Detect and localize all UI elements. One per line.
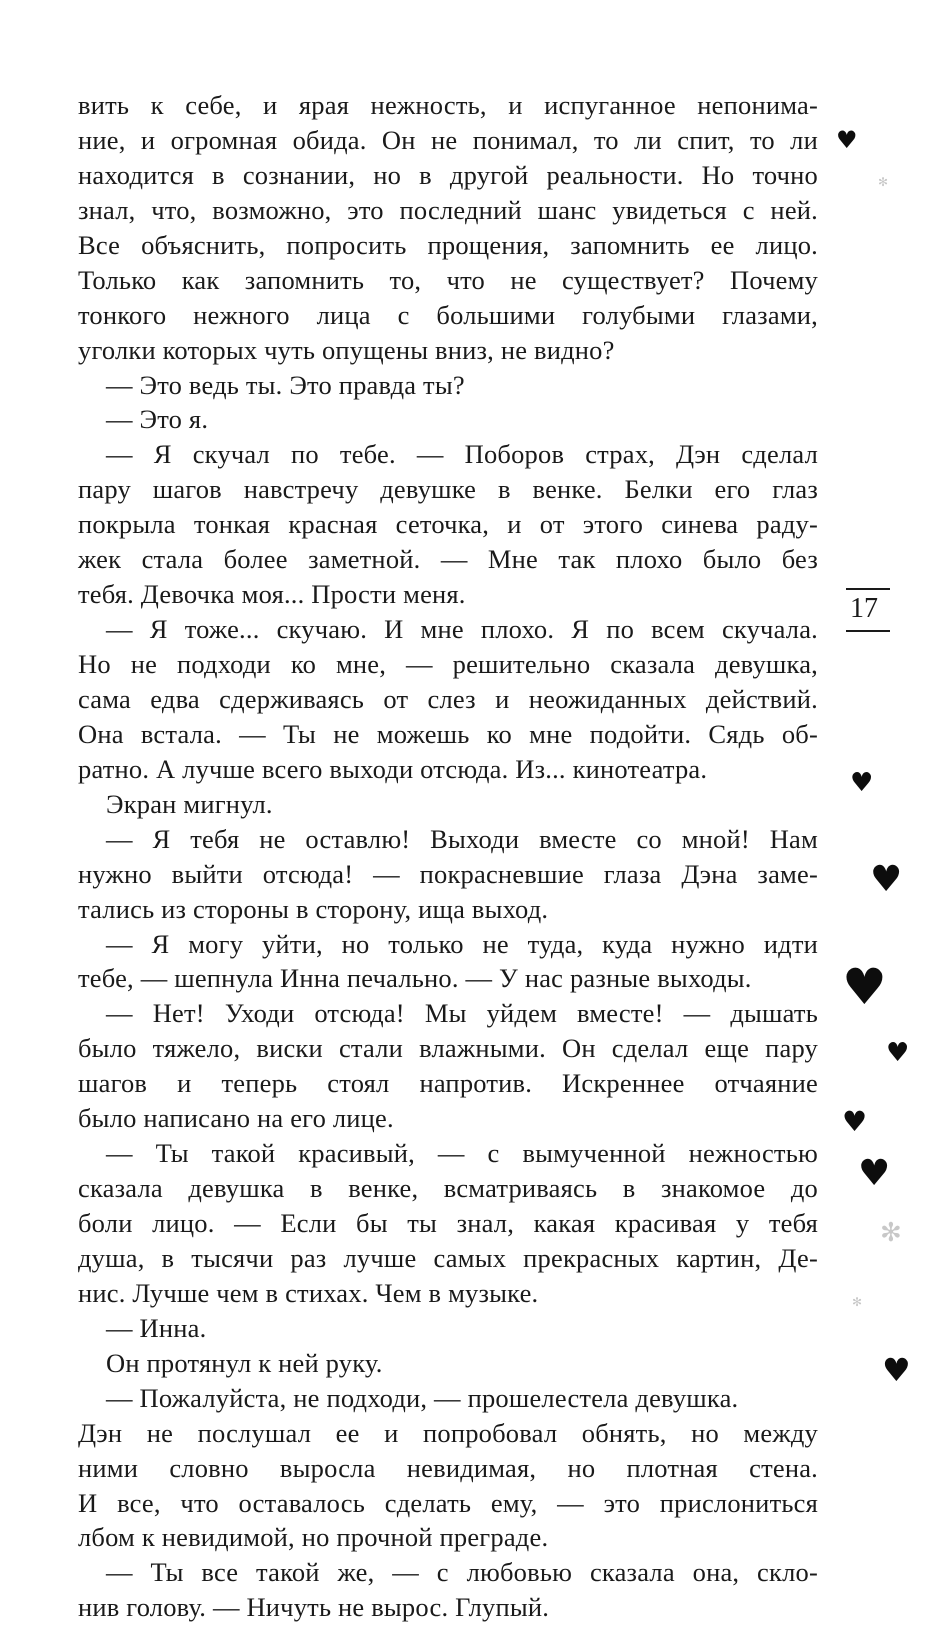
text-line: Она встала. — Ты не можешь ко мне подойти. Сядь об- bbox=[78, 718, 818, 749]
text-line: ние, и огромная обида. Он не понимал, то ли спит, то ли bbox=[78, 124, 818, 155]
text-line: — Я могу уйти, но только не туда, куда нужно идти bbox=[106, 928, 818, 959]
text-line: уголки которых чуть опущены вниз, не видно? bbox=[78, 334, 615, 365]
text-line: знал, что, возможно, это последний шанс увидеться с ней. bbox=[78, 194, 818, 225]
text-line: И все, что оставалось сделать ему, — это прислониться bbox=[78, 1487, 818, 1518]
text-line: — Это ведь ты. Это правда ты? bbox=[106, 369, 465, 400]
page-number-rule-bottom bbox=[846, 630, 890, 632]
heart-icon: ♥ bbox=[836, 126, 858, 154]
page-number-rule-top bbox=[846, 588, 890, 590]
text-line: Но не подходи ко мне, — решительно сказала девушка, bbox=[78, 649, 818, 679]
text-line: боли лицо. — Если бы ты знал, какая красивая у тебя bbox=[78, 1208, 818, 1238]
heart-icon: ♥ bbox=[858, 1153, 891, 1194]
text-line: было написано на его лице. bbox=[78, 1103, 394, 1134]
text-line: — Я тебя не оставлю! Выходи вместе со мной! Нам bbox=[106, 823, 818, 854]
text-line: Он протянул к ней руку. bbox=[106, 1347, 383, 1378]
text-line: тонкого нежного лица с большими голубыми глазами, bbox=[78, 299, 818, 330]
text-line: жек стала более заметной. — Мне так плохо было без bbox=[78, 544, 818, 575]
text-line: покрыла тонкая красная сеточка, и от этого синева раду- bbox=[78, 509, 818, 540]
text-line: нис. Лучше чем в стихах. Чем в музыке. bbox=[78, 1277, 539, 1308]
text-line: нив голову. — Ничуть не вырос. Глупый. bbox=[78, 1592, 550, 1623]
text-line: Все объяснить, попросить прощения, запомнить ее лицо. bbox=[78, 229, 818, 260]
text-line: — Инна. bbox=[106, 1312, 207, 1343]
heart-icon: ♥ bbox=[842, 958, 887, 1016]
text-line: тебя. Девочка моя... Прости меня. bbox=[78, 579, 466, 610]
text-line: Дэн не послушал ее и попробовал обнять, но между bbox=[78, 1417, 818, 1448]
text-line: находится в сознании, но в другой реальности. Но точно bbox=[78, 159, 818, 190]
text-line: — Я скучал по тебе. — Поборов страх, Дэн сделал bbox=[106, 439, 818, 470]
text-line: тебе, — шепнула Инна печально. — У нас разные выходы. bbox=[78, 963, 752, 994]
text-line: пару шагов навстречу девушке в венке. Белки его глаз bbox=[78, 474, 818, 505]
speck-icon: ✻ bbox=[878, 175, 889, 189]
text-line: ратно. А лучше всего выходи отсюда. Из... кинотеатра. bbox=[78, 753, 708, 784]
heart-icon: ♥ bbox=[886, 1038, 910, 1068]
text-line: вить к себе, и ярая нежность, и испуганное непонима- bbox=[78, 90, 818, 120]
speck-icon: ✻ bbox=[880, 1218, 902, 1248]
page-number bbox=[850, 592, 878, 626]
text-line: лбом к невидимой, но прочной преграде. bbox=[78, 1522, 549, 1553]
speck-icon: ✻ bbox=[852, 1295, 863, 1309]
text-line: тались из стороны в сторону, ища выход. bbox=[78, 893, 549, 924]
text-line: душа, в тысячи раз лучше самых прекрасных картин, Де- bbox=[78, 1242, 818, 1273]
text-line: — Пожалуйста, не подходи, — прошелестела девушка. bbox=[106, 1382, 739, 1413]
text-line: Экран мигнул. bbox=[106, 788, 273, 819]
text-line: шагов и теперь стоял напротив. Искреннее отчаяние bbox=[78, 1068, 818, 1099]
text-line: сказала девушка в венке, всматриваясь в знакомое до bbox=[78, 1173, 818, 1204]
page-number-value: 17 bbox=[850, 593, 878, 624]
text-line: Только как запомнить то, что не существует? Почему bbox=[78, 264, 818, 295]
text-line: ними словно выросла невидимая, но плотная стена. bbox=[78, 1452, 818, 1483]
text-line: — Нет! Уходи отсюда! Мы уйдем вместе! — дышать bbox=[106, 998, 818, 1029]
text-line: сама едва сдерживаясь от слез и неожиданных действий. bbox=[78, 683, 818, 714]
text-line: было тяжело, виски стали влажными. Он сделал еще пару bbox=[78, 1033, 818, 1064]
page-body bbox=[78, 88, 818, 1625]
text-line: — Я тоже... скучаю. И мне плохо. Я по всем скучала. bbox=[106, 614, 818, 645]
heart-icon: ♥ bbox=[842, 1105, 868, 1138]
text-line: — Ты все такой же, — с любовью сказала она, скло- bbox=[106, 1557, 818, 1588]
heart-icon: ♥ bbox=[882, 1351, 911, 1389]
text-line: — Это я. bbox=[106, 404, 209, 435]
heart-icon: ♥ bbox=[850, 768, 874, 798]
text-line: нужно выйти отсюда! — покрасневшие глаза Дэна заме- bbox=[78, 858, 818, 889]
heart-icon: ♥ bbox=[870, 859, 903, 900]
text-line: — Ты такой красивый, — с вымученной нежностью bbox=[106, 1138, 818, 1169]
